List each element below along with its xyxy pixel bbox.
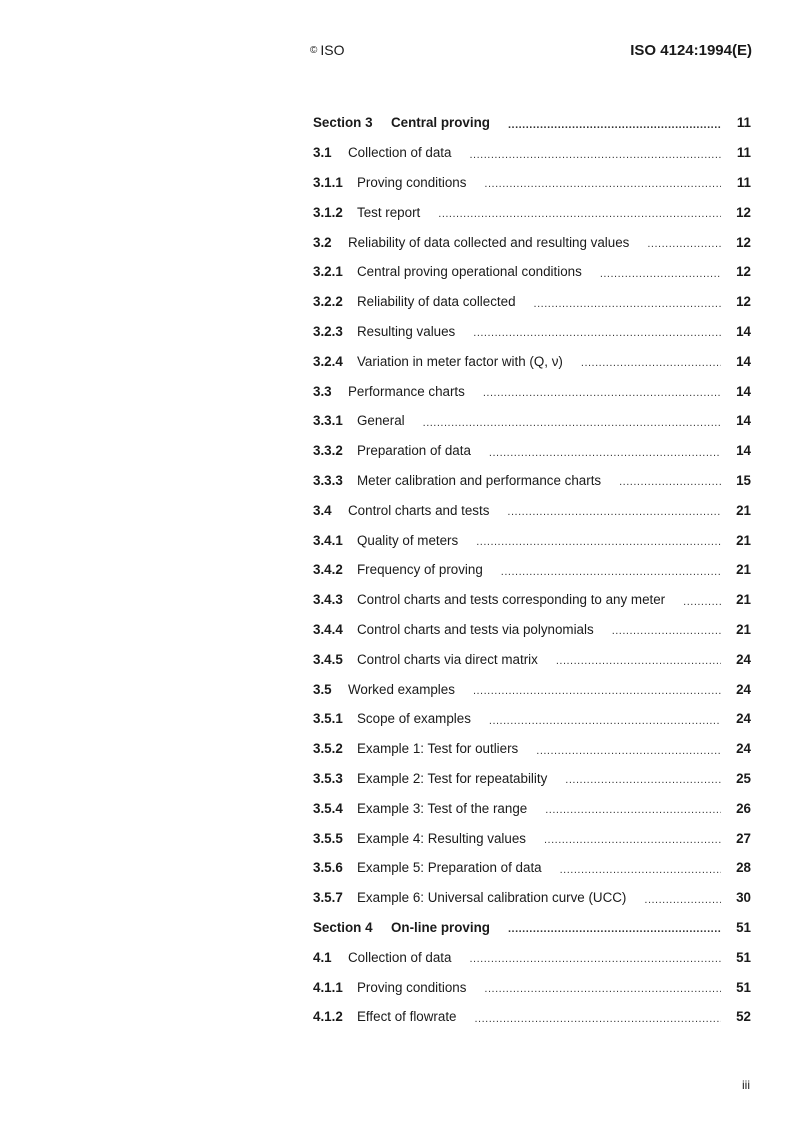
dot-leader	[501, 566, 721, 578]
dot-leader	[489, 715, 721, 727]
toc-entry[interactable]	[313, 197, 751, 227]
toc-entry-title: Example 3: Test of the range	[357, 800, 528, 816]
toc-entry-number: 3.5.6	[313, 860, 343, 876]
dot-leader	[612, 625, 721, 637]
toc-entry-number: 3.5.3	[313, 770, 343, 786]
toc-entry-title: Example 5: Preparation of data	[357, 860, 542, 876]
toc-entry-page: 26	[736, 800, 751, 816]
toc-entry-page: 12	[736, 294, 751, 310]
dot-leader	[644, 894, 721, 906]
dot-leader	[476, 536, 721, 548]
toc-entry-page: 24	[736, 681, 751, 697]
dot-leader	[683, 596, 721, 608]
header-publisher	[310, 42, 345, 58]
toc-entry-title: Variation in meter factor with (Q, ν)	[357, 353, 563, 369]
toc-entry[interactable]	[313, 585, 751, 615]
toc-entry-page: 14	[736, 383, 751, 399]
toc-entry-number: Section 3	[313, 115, 373, 131]
toc-entry-page: 11	[736, 174, 751, 190]
toc-entry-number: 3.5.1	[313, 711, 343, 727]
toc-entry-page: 28	[736, 860, 751, 876]
toc-entry-number: 3.5.2	[313, 741, 343, 757]
toc-entry-page: 14	[736, 443, 751, 459]
toc-entry-title: Test report	[357, 204, 421, 220]
toc-entry[interactable]	[313, 495, 751, 525]
dot-leader	[534, 298, 721, 310]
toc-entry[interactable]	[313, 168, 751, 198]
toc-entry-number: 4.1	[313, 949, 332, 965]
dot-leader	[484, 983, 721, 995]
toc-entry-number: 3.3	[313, 383, 332, 399]
standard-number: ISO 4124:1994(E)	[630, 42, 752, 59]
toc-entry-title: Proving conditions	[357, 174, 467, 190]
toc-entry-number: 3.1.1	[313, 174, 343, 190]
toc-entry[interactable]	[313, 466, 751, 496]
toc-entry-number: 3.5	[313, 681, 332, 697]
dot-leader	[423, 417, 721, 429]
dot-leader	[469, 953, 721, 965]
dot-leader	[545, 804, 721, 816]
toc-entry[interactable]	[313, 942, 751, 972]
dot-leader	[560, 864, 721, 876]
toc-entry-page: 14	[736, 323, 751, 339]
toc-entry-page: 21	[736, 621, 751, 637]
dot-leader	[484, 178, 721, 190]
dot-leader	[483, 387, 721, 399]
dot-leader	[536, 745, 721, 757]
toc-entry[interactable]	[313, 436, 751, 466]
toc-entry-number: 3.4.3	[313, 592, 343, 608]
toc-entry-title: Resulting values	[357, 323, 456, 339]
toc-entry-number: 3.3.3	[313, 472, 343, 488]
toc-entry-title: Collection of data	[348, 145, 452, 161]
toc-entry-page: 21	[736, 562, 751, 578]
toc-entry[interactable]	[313, 346, 751, 376]
dot-leader	[507, 506, 721, 518]
toc-entry-number: 4.1.1	[313, 979, 343, 995]
dot-leader	[473, 685, 721, 697]
toc-entry-number: 3.2.1	[313, 264, 343, 280]
toc-entry-title: Preparation of data	[357, 443, 471, 459]
toc-entry-title: Performance charts	[348, 383, 465, 399]
dot-leader	[647, 238, 721, 250]
toc-entry-title: Proving conditions	[357, 979, 467, 995]
toc-entry-title: Effect of flowrate	[357, 1009, 457, 1025]
toc-entry-title: Central proving	[391, 115, 490, 131]
toc-entry-title: Worked examples	[348, 681, 455, 697]
toc-entry-page: 21	[736, 592, 751, 608]
toc-entry-number: 3.4.1	[313, 532, 343, 548]
toc-entry-title: Meter calibration and performance charts	[357, 472, 602, 488]
toc-entry[interactable]	[313, 793, 751, 823]
toc-entry[interactable]	[313, 883, 751, 913]
dot-leader	[556, 655, 721, 667]
toc-entry[interactable]	[313, 674, 751, 704]
dot-leader	[475, 1013, 722, 1025]
toc-entry-number: 3.4.2	[313, 562, 343, 578]
toc-entry[interactable]	[313, 287, 751, 317]
toc-entry-page: 51	[736, 949, 751, 965]
page-number: iii	[742, 1078, 750, 1092]
dot-leader	[489, 447, 721, 459]
toc-entry-number: 3.2.2	[313, 294, 343, 310]
toc-entry-page: 11	[736, 115, 751, 131]
toc-entry-page: 25	[736, 770, 751, 786]
toc-entry-page: 12	[736, 264, 751, 280]
toc-entry-number: 3.2	[313, 234, 332, 250]
publisher-name: ISO	[320, 42, 345, 58]
toc-entry-title: Control charts and tests	[348, 502, 490, 518]
toc-entry-page: 51	[736, 919, 751, 935]
toc-entry-page: 24	[736, 651, 751, 667]
toc-entry-title: Quality of meters	[357, 532, 459, 548]
toc-entry-page: 21	[736, 502, 751, 518]
dot-leader	[473, 327, 721, 339]
toc-entry[interactable]	[313, 227, 751, 257]
toc-entry[interactable]	[313, 764, 751, 794]
toc-entry-number: 3.5.4	[313, 800, 343, 816]
toc-entry[interactable]	[313, 972, 751, 1002]
toc-entry-title: Collection of data	[348, 949, 452, 965]
toc-entry-title: Example 1: Test for outliers	[357, 741, 519, 757]
toc-entry-page: 24	[736, 741, 751, 757]
dot-leader	[544, 834, 721, 846]
copyright-symbol: ©	[310, 45, 318, 56]
toc-entry[interactable]	[313, 913, 751, 943]
toc-entry-title: Reliability of data collected	[357, 294, 516, 310]
toc-entry-number: 3.3.1	[313, 413, 343, 429]
toc-entry-number: 3.1.2	[313, 204, 343, 220]
toc-entry-page: 21	[736, 532, 751, 548]
toc-entry[interactable]	[313, 376, 751, 406]
toc-entry[interactable]	[313, 644, 751, 674]
toc-entry[interactable]	[313, 823, 751, 853]
toc-entry-title: Example 4: Resulting values	[357, 830, 526, 846]
dot-leader	[619, 476, 721, 488]
toc-entry[interactable]	[313, 853, 751, 883]
toc-entry[interactable]	[313, 1002, 751, 1032]
toc-entry[interactable]	[313, 317, 751, 347]
toc-entry-title: Example 2: Test for repeatability	[357, 770, 548, 786]
toc-entry-title: Control charts and tests via polynomials	[357, 621, 594, 637]
toc-entry-page: 12	[736, 234, 751, 250]
toc-entry-title: Control charts and tests corresponding to any meter	[357, 592, 666, 608]
toc-entry-title: Scope of examples	[357, 711, 471, 727]
toc-entry-title: Example 6: Universal calibration curve (UCC)	[357, 890, 627, 906]
toc-entry-number: 3.4.5	[313, 651, 343, 667]
toc-entry[interactable]	[313, 406, 751, 436]
toc-entry-page: 27	[736, 830, 751, 846]
toc-entry-number: 3.5.7	[313, 890, 343, 906]
toc-entry-page: 14	[736, 353, 751, 369]
dot-leader	[508, 119, 721, 131]
toc-entry[interactable]	[313, 555, 751, 585]
toc-entry-page: 52	[736, 1009, 751, 1025]
dot-leader	[581, 357, 721, 369]
toc-entry-number: 3.4	[313, 502, 332, 518]
toc-entry-page: 11	[736, 145, 751, 161]
toc-entry-page: 51	[736, 979, 751, 995]
toc-entry[interactable]	[313, 704, 751, 734]
toc-entry-number: 3.3.2	[313, 443, 343, 459]
toc-entry[interactable]	[313, 138, 751, 168]
dot-leader	[469, 149, 721, 161]
toc-entry-number: 3.2.3	[313, 323, 343, 339]
toc-entry-title: Reliability of data collected and resulting values	[348, 234, 630, 250]
toc-entry[interactable]	[313, 108, 751, 138]
dot-leader	[508, 923, 721, 935]
toc-entry-number: 3.1	[313, 145, 332, 161]
dot-leader	[600, 268, 721, 280]
toc-entry-page: 14	[736, 413, 751, 429]
toc-entry-number: 3.2.4	[313, 353, 343, 369]
dot-leader	[565, 774, 721, 786]
toc-entry-number: Section 4	[313, 919, 373, 935]
toc-entry-page: 30	[736, 890, 751, 906]
toc-entry-number: 3.5.5	[313, 830, 343, 846]
toc-entry-title: Central proving operational conditions	[357, 264, 582, 280]
dot-leader	[438, 208, 721, 220]
toc-entry-number: 3.4.4	[313, 621, 343, 637]
toc-entry-page: 24	[736, 711, 751, 727]
toc-entry-title: On-line proving	[391, 919, 490, 935]
toc-entry-number: 4.1.2	[313, 1009, 343, 1025]
toc-entry[interactable]	[313, 615, 751, 645]
toc-entry-page: 12	[736, 204, 751, 220]
toc-entry[interactable]	[313, 257, 751, 287]
toc-entry[interactable]	[313, 734, 751, 764]
toc-entry-page: 15	[736, 472, 751, 488]
toc-entry[interactable]	[313, 525, 751, 555]
toc-entry-title: Control charts via direct matrix	[357, 651, 538, 667]
toc-entry-title: Frequency of proving	[357, 562, 483, 578]
toc-entry-title: General	[357, 413, 405, 429]
table-of-contents	[313, 108, 751, 1032]
